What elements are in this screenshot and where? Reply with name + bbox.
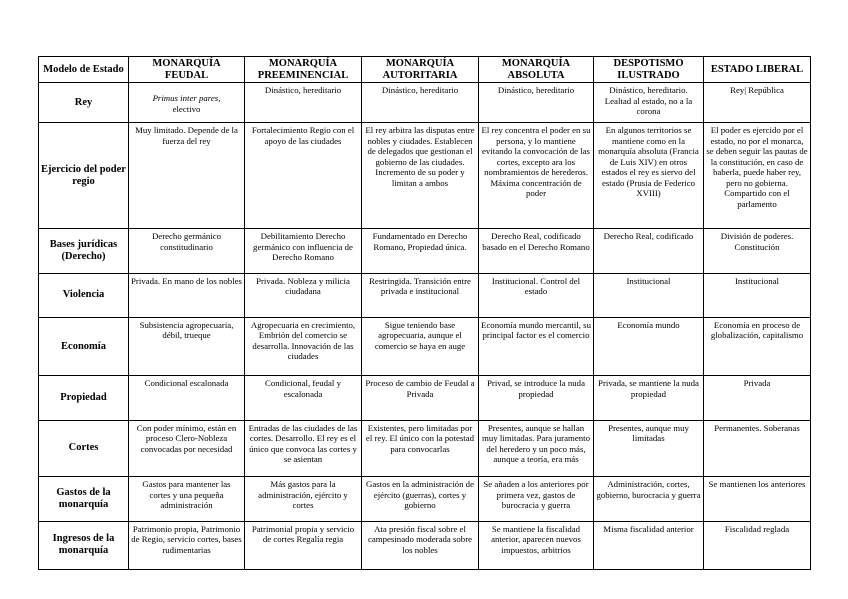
cell-absoluta: Institucional. Control del estado [479, 273, 594, 317]
row-bases-juridicas [39, 229, 811, 273]
cell-preeminencial: Fortalecimiento Regio con el apoyo de las ciudades [245, 123, 362, 229]
cell-liberal: El poder es ejercido por el estado, no por el monarca, se deben seguir las pautas de la constitución, en caso de haberla, puede haber rey, pero no gobierna. Compartido con el parlamento [704, 123, 811, 229]
cell-autoritaria: Fundamentado en Derecho Romano, Propiedad única. [362, 229, 479, 273]
row-label: Rey [39, 83, 129, 123]
cell-despotismo: Administración, cortes, gobierno, burocracia y guerra [594, 477, 704, 521]
cell-absoluta: Presentes, aunque se hallan muy limitadas. Para juramento del heredero y un poco más, aunque a teoría, era más [479, 420, 594, 476]
cell-liberal: Se mantienen los anteriores [704, 477, 811, 521]
header-row [39, 57, 811, 83]
cell-autoritaria: Dinástico, hereditario [362, 83, 479, 123]
header-monarquia-preeminencial: MONARQUÍA PREEMINENCIAL [245, 57, 362, 83]
cell-autoritaria: Existentes, pero limitadas por el rey. El único con la potestad para convocarlas [362, 420, 479, 476]
cell-despotismo: Derecho Real, codificado [594, 229, 704, 273]
cell-absoluta: El rey concentra el poder en su persona, y lo mantiene evitando la convocación de las cortes, excepto ara los nombramientos de herederos. Máxima concentración de poder [479, 123, 594, 229]
row-propiedad [39, 376, 811, 420]
cell-autoritaria: Sigue teniendo base agropecuaria, aunque el comercio se haya en auge [362, 317, 479, 375]
cell-absoluta: Derecho Real, codificado basado en el Derecho Romano [479, 229, 594, 273]
cell-absoluta: Economía mundo mercantil, su principal factor es el comercio [479, 317, 594, 375]
cell-feudal: Privada. En mano de los nobles [129, 273, 245, 317]
row-economia [39, 317, 811, 375]
cell-feudal [129, 83, 245, 123]
header-monarquia-feudal: MONARQUÍA FEUDAL [129, 57, 245, 83]
header-monarquia-autoritaria: MONARQUÍA AUTORITARIA [362, 57, 479, 83]
cell-absoluta: Se mantiene la fiscalidad anterior, aparecen nuevos impuestos, arbitrios [479, 521, 594, 569]
cell-absoluta: Privad, se introduce la nuda propiedad [479, 376, 594, 420]
cell-feudal: Muy limitado. Depende de la fuerza del rey [129, 123, 245, 229]
header-monarquia-absoluta: MONARQUÍA ABSOLUTA [479, 57, 594, 83]
cell-despotismo: Institucional [594, 273, 704, 317]
row-label: Propiedad [39, 376, 129, 420]
cell-despotismo: Dinástico, hereditario. Lealtad al estado, no a la corona [594, 83, 704, 123]
row-label: Ingresos de la monarquía [39, 521, 129, 569]
state-models-table [38, 56, 811, 570]
header-despotismo-ilustrado: DESPOTISMO ILUSTRADO [594, 57, 704, 83]
cell-autoritaria: Gastos en la administración de ejército (guerras), cortes y gobierno [362, 477, 479, 521]
cell-liberal: Permanentes. Soberanas [704, 420, 811, 476]
cell-autoritaria: Ata presión fiscal sobre el campesinado moderada sobre los nobles [362, 521, 479, 569]
cell-liberal: División de poderes. Constitución [704, 229, 811, 273]
cell-despotismo: Presentes, aunque muy limitadas [594, 420, 704, 476]
cell-autoritaria: Restringida. Transición entre privada e institucional [362, 273, 479, 317]
row-violencia [39, 273, 811, 317]
cell-autoritaria: El rey arbitra las disputas entre nobles y ciudades. Establecen de delegados que gestionan el gobierno de las ciudades. Incremento de su poder y limitan a ambos [362, 123, 479, 229]
cell-liberal: Economía en proceso de globalización, capitalismo [704, 317, 811, 375]
cell-liberal: Rey| República [704, 83, 811, 123]
row-label: Violencia [39, 273, 129, 317]
cell-despotismo: Privada, se mantiene la nuda propiedad [594, 376, 704, 420]
cell-preeminencial: Agropecuaria en crecimiento, Embrión del comercio se desarrolla. Innovación de las ciudades [245, 317, 362, 375]
row-cortes [39, 420, 811, 476]
header-model: Modelo de Estado [39, 57, 129, 83]
cell-feudal: Condicional escalonada [129, 376, 245, 420]
cell-liberal: Privada [704, 376, 811, 420]
row-label: Economía [39, 317, 129, 375]
cell-absoluta: Dinástico, hereditario [479, 83, 594, 123]
cell-despotismo: Misma fiscalidad anterior [594, 521, 704, 569]
row-label: Cortes [39, 420, 129, 476]
row-label: Gastos de la monarquía [39, 477, 129, 521]
cell-preeminencial: Entradas de las ciudades de las cortes. Desarrollo. El rey es el único que convoca las cortes y se asientan [245, 420, 362, 476]
cell-feudal: Con poder mínimo, están en proceso Clero-Nobleza convocadas por necesidad [129, 420, 245, 476]
cell-feudal: Gastos para mantener las cortes y una pequeña administración [129, 477, 245, 521]
cell-preeminencial: Más gastos para la administración, ejército y cortes [245, 477, 362, 521]
cell-preeminencial: Privada. Nobleza y milicia ciudadana [245, 273, 362, 317]
row-label: Ejercicio del poder regio [39, 123, 129, 229]
row-rey [39, 83, 811, 123]
cell-preeminencial: Condicional, feudal y escalonada [245, 376, 362, 420]
row-gastos [39, 477, 811, 521]
cell-absoluta: Se añaden a los anteriores por primera vez, gastos de burocracia y guerra [479, 477, 594, 521]
cell-feudal: Patrimonio propia, Patrimonio de Regio, servicio cortes, bases rudimentarias [129, 521, 245, 569]
cell-text: electivo [172, 103, 201, 114]
cell-liberal: Fiscalidad reglada [704, 521, 811, 569]
row-label: Bases jurídicas (Derecho) [39, 229, 129, 273]
cell-preeminencial: Dinástico, hereditario [245, 83, 362, 123]
cell-italic-text: Primus inter pares, [152, 93, 221, 104]
cell-despotismo: Economía mundo [594, 317, 704, 375]
row-ejercicio-poder [39, 123, 811, 229]
cell-preeminencial: Patrimonial propia y servicio de cortes Regalía regia [245, 521, 362, 569]
cell-despotismo: En algunos territorios se mantiene como en la monarquía absoluta (Francia de Luis XIV) en otros estados el rey es siervo del estado (Prusia de Federico XVIII) [594, 123, 704, 229]
row-ingresos [39, 521, 811, 569]
cell-autoritaria: Proceso de cambio de Feudal a Privada [362, 376, 479, 420]
cell-feudal: Derecho germánico constitudinario [129, 229, 245, 273]
header-estado-liberal: ESTADO LIBERAL [704, 57, 811, 83]
cell-feudal: Subsistencia agropecuaria, débil, trueque [129, 317, 245, 375]
cell-liberal: Institucional [704, 273, 811, 317]
cell-preeminencial: Debilitamiento Derecho germánico con influencia de Derecho Romano [245, 229, 362, 273]
